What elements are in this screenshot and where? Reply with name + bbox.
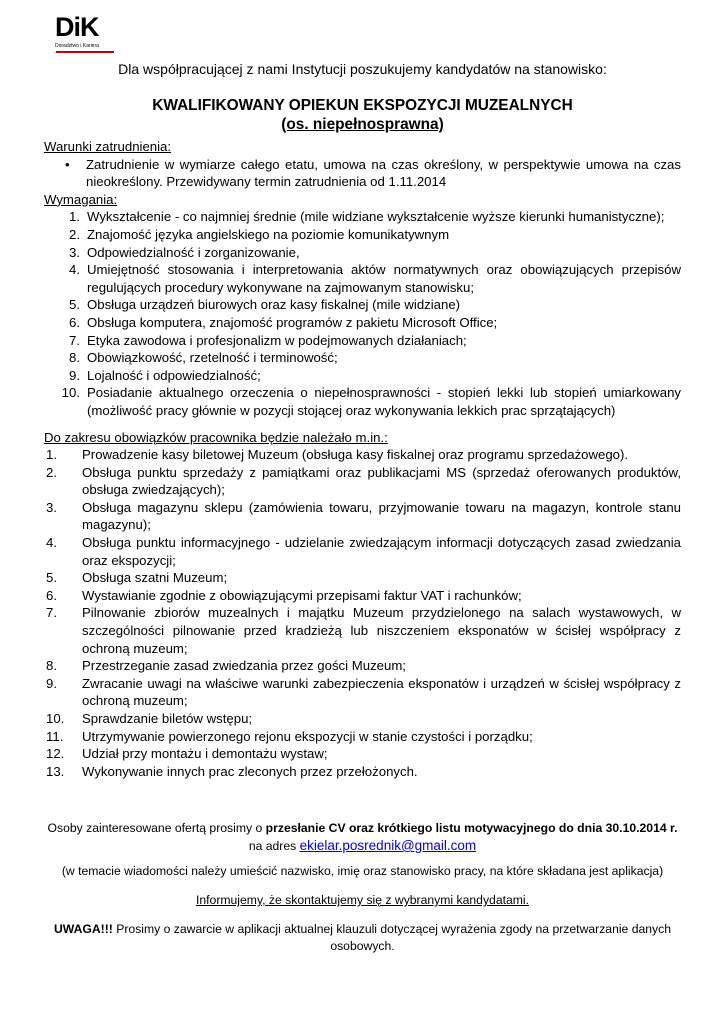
logo-underline xyxy=(56,51,114,53)
duty-item: 13. Wykonywanie innych prac zleconych przez przełożonych. xyxy=(46,763,418,779)
consent-warning: UWAGA!!! Prosimy o zawarcie w aplikacji aktualnej klauzuli dotyczącej wyrażenia zgody na przetwarzanie danych osobowych. xyxy=(53,922,672,953)
duties-list xyxy=(44,446,681,780)
contact-note: Informujemy, że skontaktujemy się z wybranymi kandydatami. xyxy=(195,893,530,907)
duty-item: 5. Obsługa szatni Muzeum; xyxy=(46,570,228,586)
duty-item: 4. Obsługa punktu informacyjnego - udzielanie zwiedzającym informacji dotyczących zasad zwiedzania oraz ekspozycji; xyxy=(46,535,681,568)
duty-item: 6. Wystawianie zgodnie z obowiązującymi przepisami faktur VAT i rachunków; xyxy=(46,587,522,603)
requirement-item: 2. Znajomość języka angielskiego na poziomie komunikatywnym xyxy=(69,226,450,242)
conditions-item: • Zatrudnienie w wymiarze całego etatu, umowa na czas określony, w perspektywie umowa na czas nieokreślony. Przewidywany termin zatrudnienia od 1.11.2014 xyxy=(65,156,681,190)
subject-note: (w temacie wiadomości należy umieścić nazwisko, imię oraz stanowisko pracy, na które składana jest aplikacja) xyxy=(61,864,664,878)
apply-instructions: Osoby zainteresowane ofertą prosimy o przesłanie CV oraz krótkiego listu motywacyjnego do dnia 30.10.2014 r. xyxy=(47,821,678,835)
conditions-heading: Warunki zatrudnienia: xyxy=(44,139,172,154)
duty-item: 12. Udział przy montażu i demontażu wystaw; xyxy=(46,746,328,762)
requirement-item: 4. Umiejętność stosowania i interpretowania aktów normatywnych oraz obowiązujących przepisów regulujących procedury wykonywane na zajmowanym stanowisku; xyxy=(69,262,681,295)
requirement-item: 9. Lojalność i odpowiedzialność; xyxy=(69,367,261,383)
duty-item: 2. Obsługa punktu sprzedaży z pamiątkami oraz publikacjami MS (sprzedaż oferowanych produktów, obsługa zwiedzających); xyxy=(46,464,681,498)
requirement-item: 5. Obsługa urządzeń biurowych oraz kasy fiskalnej (mile widziane) xyxy=(69,297,461,313)
offer-content xyxy=(44,138,681,780)
requirement-item: 3. Odpowiedzialność i zorganizowanie, xyxy=(69,244,300,260)
requirement-item: 1. Wykształcenie - co najmniej średnie (mile widziane wykształcenie wyższe kierunki humanistyczne); xyxy=(69,209,665,225)
requirements-heading: Wymagania: xyxy=(44,191,118,207)
company-logo xyxy=(55,12,125,54)
conditions-list xyxy=(44,156,681,191)
job-title: KWALIFIKOWANY OPIEKUN EKSPOZYCJI MUZEALNYCH xyxy=(152,97,573,114)
logo-text-di: Di xyxy=(55,12,80,42)
warning-label: UWAGA!!! xyxy=(53,922,113,936)
job-subtitle: (os. niepełnosprawna) xyxy=(281,116,444,133)
duty-item: 10. Sprawdzanie biletów wstępu; xyxy=(46,711,253,726)
application-footer xyxy=(40,820,685,955)
email-link[interactable]: ekielar.posrednik@gmail.com xyxy=(299,838,477,853)
duty-item: 9. Zwracanie uwagi na właściwe warunki zabezpieczenia eksponatów i urządzeń w ścisłej współpracy z ochroną muzeum; xyxy=(46,675,681,709)
intro-text: Dla współpracującej z nami Instytucji poszukujemy kandydatów na stanowisko: xyxy=(118,61,607,77)
requirements-list xyxy=(44,208,681,419)
duty-item: 8. Przestrzeganie zasad zwiedzania przez gości Muzeum; xyxy=(46,658,406,674)
requirement-item: 6. Obsługa komputera, znajomość programów z pakietu Microsoft Office; xyxy=(69,314,498,330)
logo-text-k: K xyxy=(80,12,99,42)
bullet-icon: • xyxy=(65,156,70,172)
duties-heading: Do zakresu obowiązków pracownika będzie należało m.in.: xyxy=(44,429,388,445)
requirement-item: 10. Posiadanie aktualnego orzeczenia o niepełnosprawności - stopień lekki lub stopień umiarkowany (możliwość pracy głównie w pozycji stojącej oraz wykonywania lekkich prac sprzątających) xyxy=(61,385,681,418)
apply-deadline: przesłanie CV oraz krótkiego listu motywacyjnego do dnia 30.10.2014 r. xyxy=(265,821,678,835)
duty-item: 7. Pilnowanie zbiorów muzealnych i majątku Muzeum przydzielonego na salach wystawowych, w szczególności pilnowanie przed kradzieżą lub niszczeniem eksponatów w ścisłej współpracy z ochroną muzeum; xyxy=(46,605,681,656)
requirement-item: 7. Etyka zawodowa i profesjonalizm w podejmowanych działaniach; xyxy=(69,332,467,348)
duty-item: 3. Obsługa magazynu sklepu (zamówienia towaru, przyjmowanie towaru na magazyn, kontrole stanu magazynu); xyxy=(46,499,681,533)
requirement-item: 8. Obowiązkowość, rzetelność i terminowość; xyxy=(69,350,338,366)
duty-item: 1. Prowadzenie kasy biletowej Muzeum (obsługa kasy fiskalnej oraz programu sprzedażowego). xyxy=(46,447,629,463)
logo-mark xyxy=(55,12,125,42)
duty-item: 11. Utrzymywanie powierzonego rejonu ekspozycji w stanie czystości i porządku; xyxy=(46,728,533,744)
email-line: na adres ekielar.posrednik@gmail.com xyxy=(248,838,477,853)
logo-subtitle: Doradztwo i Kariera xyxy=(55,43,99,49)
